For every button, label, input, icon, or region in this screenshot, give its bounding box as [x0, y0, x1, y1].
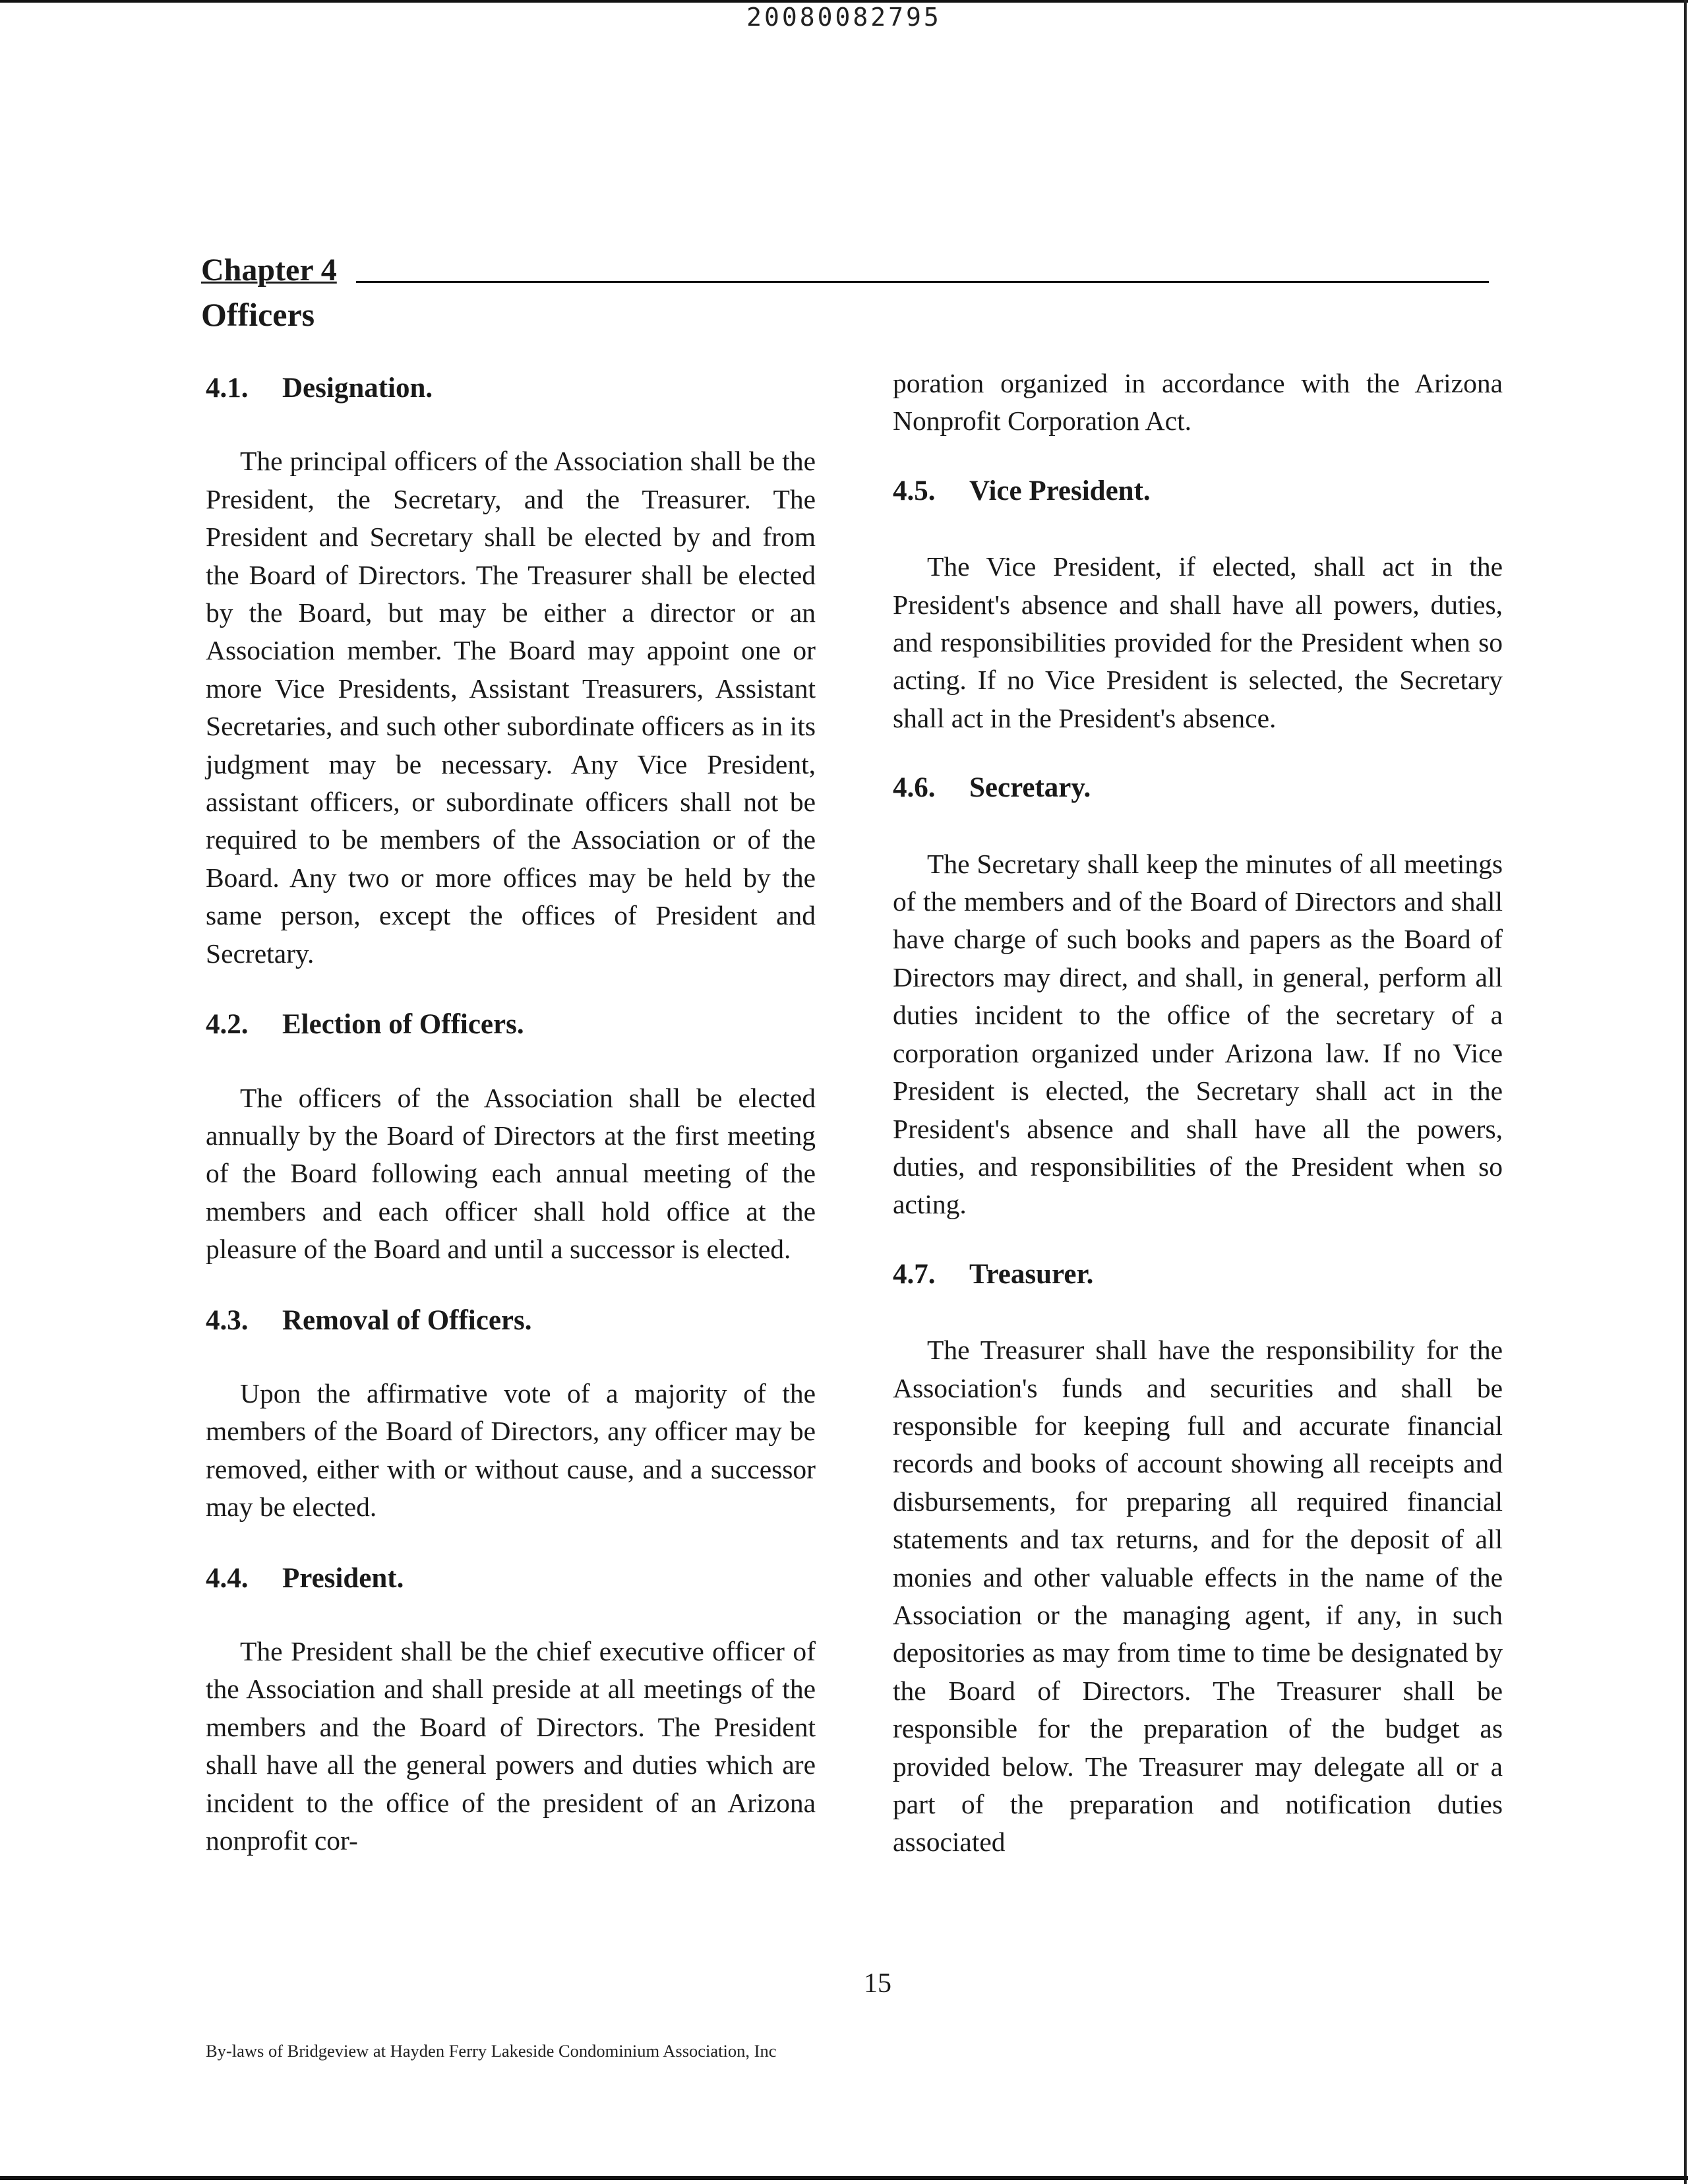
section-number: 4.3.: [206, 1304, 249, 1336]
right-column: [893, 365, 1503, 1893]
section-text-designation: The principal officers of the Association shall be the President, the Secretary, and the Treasurer. The President and Secretary shall be elected by and from the Board of Directors. The Treasurer shall be elected by the Board, but may be either a director or an Association member. The Board may appoint one or more Vice Presidents, Assistant Treasurers, Assistant Secretaries, and such other subordinate officers as in its judgment may be necessary. Any Vice President, assistant officers, or subordinate officers shall not be required to be members of the Association or of the Board. Any two or more offices may be held by the same person, except the offices of President and Secretary.: [206, 446, 816, 969]
section-title: Removal of Officers.: [282, 1304, 532, 1336]
section-number: 4.7.: [893, 1258, 936, 1290]
section-number: 4.5.: [893, 475, 936, 506]
section-number: 4.4.: [206, 1562, 249, 1594]
section-number: 4.2.: [206, 1009, 249, 1041]
section-heading-vice-president: [893, 472, 1503, 510]
section-text-president: The President shall be the chief executive officer of the Association and shall preside at all meetings of the members and the Board of Directors. The President shall have all the general powers and duties which are incident to the office of the president of an Arizona nonprofit cor-: [206, 1635, 816, 1856]
section-number: 4.1.: [206, 373, 249, 404]
section-text-removal: Upon the affirmative vote of a majority of the members of the Board of Directors, any officer may be removed, either with or without cause, and a successor may be elected.: [206, 1378, 816, 1523]
section-heading-removal: [206, 1302, 816, 1339]
section-number: 4.6.: [893, 772, 936, 804]
section-text-president-continued: poration organized in accordance with the Arizona Nonprofit Corporation Act.: [893, 368, 1503, 437]
section-title: President.: [282, 1562, 404, 1594]
section-title: Election of Officers.: [282, 1009, 524, 1041]
section-title: Designation.: [282, 373, 433, 404]
page-footer: By-laws of Bridgeview at Hayden Ferry Lakeside Condominium Association, Inc: [206, 2041, 777, 2061]
section-heading-election: [206, 1006, 816, 1043]
section-text-treasurer: The Treasurer shall have the responsibility for the Association's funds and securities and shall be responsible for keeping full and accurate financial records and books of account showing all receipts and disbursements, for preparing all required financial statements and tax returns, and for the deposit of all monies and other valuable effects in the name of the Association or the managing agent, if any, in such depositories as may from time to time be designated by the Board of Directors. The Treasurer shall be responsible for the preparation of the budget as provided below. The Treasurer may delegate all or a part of the preparation and notification duties associated: [893, 1335, 1503, 1858]
scan-right-edge: [1684, 0, 1687, 2184]
section-text-election: The officers of the Association shall be elected annually by the Board of Directors at the first meeting of the Board following each annual meeting of the members and each officer shall hold office at the pleasure of the Board and until a successor is elected.: [206, 1082, 816, 1265]
left-column: [206, 369, 816, 1893]
chapter-rule: [356, 281, 1489, 283]
section-heading-designation: [206, 369, 816, 407]
document-number: 20080082795: [746, 3, 942, 32]
section-heading-president: [206, 1560, 816, 1597]
scan-bottom-edge: [0, 2176, 1688, 2180]
section-title: Vice President.: [969, 475, 1151, 506]
chapter-title: Officers: [201, 296, 315, 333]
section-title: Secretary.: [969, 772, 1091, 804]
section-title: Treasurer.: [969, 1258, 1094, 1290]
section-text-vice-president: The Vice President, if elected, shall act in the President's absence and shall have all powers, duties, and responsibilities provided for the President when so acting. If no Vice President is selected, the Secretary shall act in the President's absence.: [893, 551, 1503, 733]
page-number: 15: [864, 1968, 891, 1999]
chapter-label: Chapter 4: [201, 253, 337, 288]
section-text-secretary: The Secretary shall keep the minutes of all meetings of the members and of the Board of Directors and shall have charge of such books and papers as the Board of Directors may direct, and shall, in general, perform all duties incident to the office of the secretary of a corporation organized under Arizona law. If no Vice President is elected, the Secretary shall act in the President's absence and shall have all the powers, duties, and responsibilities of the President when so acting.: [893, 848, 1503, 1220]
section-heading-secretary: [893, 769, 1503, 806]
section-heading-treasurer: [893, 1256, 1503, 1293]
